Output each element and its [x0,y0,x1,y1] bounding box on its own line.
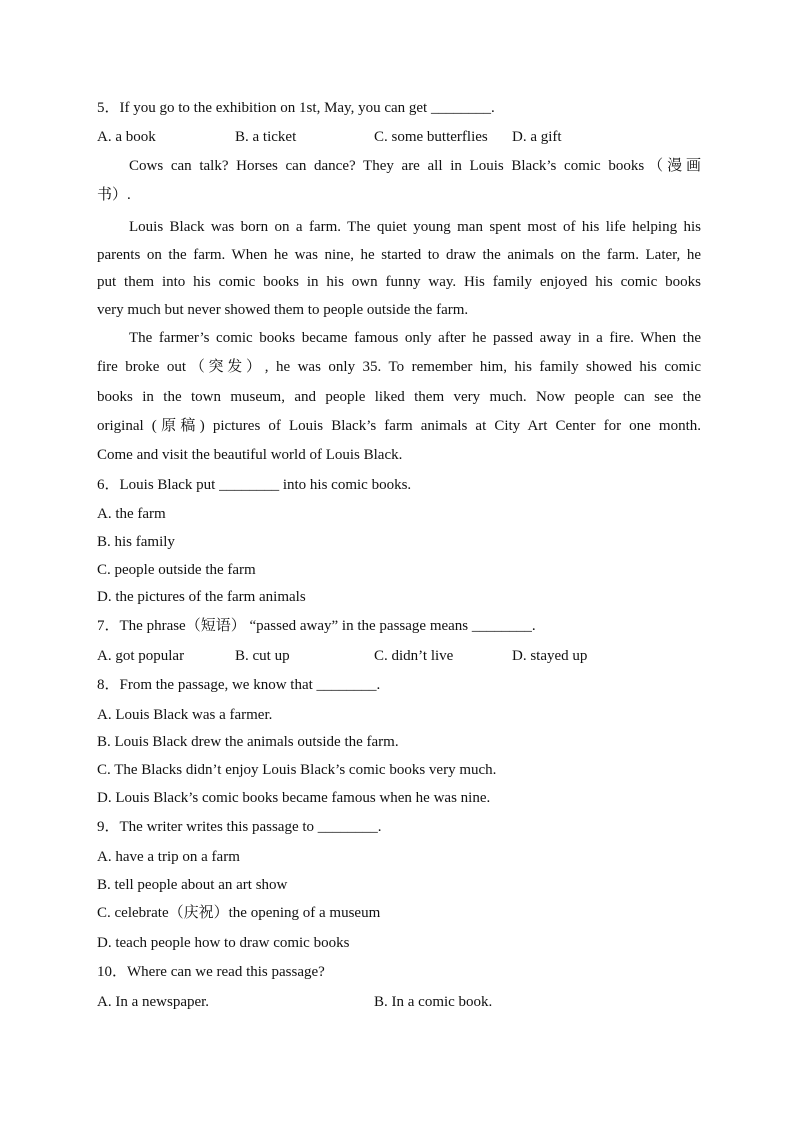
question-6-option-a: A. the farm [97,506,166,522]
question-9-option-b: B. tell people about an art show [97,877,288,893]
passage-p2-line-4: very much but never showed them to people outside the farm. [97,302,469,318]
passage-p3-line-4: original (原稿) pictures of Louis Black’s farm animals at City Art Center for one month. [97,418,701,434]
question-6-option-d: D. the pictures of the farm animals [97,589,306,605]
question-6-option-b: B. his family [97,534,175,550]
question-8-option-c: C. The Blacks didn’t enjoy Louis Black’s comic books very much. [97,762,497,778]
passage-p3-line-1: The farmer’s comic books became famous only after he passed away in a fire. When the [129,330,701,346]
question-10-option-b: B. In a comic book. [374,994,493,1010]
question-8-option-b: B. Louis Black drew the animals outside the farm. [97,734,399,750]
question-7-option-a: A. got popular [97,648,185,664]
passage-p3-line-5: Come and visit the beautiful world of Louis Black. [97,447,403,463]
question-7-stem: 7．The phrase（短语） “passed away” in the passage means ________. [97,618,536,634]
passage-p3-line-2: fire broke out（突发）, he was only 35. To remember him, his family showed his comic [97,359,701,375]
passage-p2-line-1: Louis Black was born on a farm. The quiet young man spent most of his life helping his [129,219,701,235]
question-5-option-c: C. some butterflies [374,129,488,145]
question-7-option-d: D. stayed up [512,648,588,664]
passage-p2-line-3: put them into his comic books in his own funny way. His family enjoyed his comic books [97,274,701,290]
passage-p2-line-2: parents on the farm. When he was nine, he started to draw the animals on the farm. Later, he [97,247,701,263]
question-6-option-c: C. people outside the farm [97,562,256,578]
question-10-stem: 10．Where can we read this passage? [97,964,325,980]
passage-p3-line-3: books in the town museum, and people liked them very much. Now people can see the [97,389,701,405]
question-8-stem: 8．From the passage, we know that ________. [97,677,381,693]
question-5-option-d: D. a gift [512,129,562,145]
passage-p1-line-1: Cows can talk? Horses can dance? They are all in Louis Black’s comic books（漫画 [129,158,701,174]
question-9-stem: 9．The writer writes this passage to ________. [97,819,382,835]
question-9-option-a: A. have a trip on a farm [97,849,240,865]
question-10-option-a: A. In a newspaper. [97,994,210,1010]
question-7-option-b: B. cut up [235,648,290,664]
question-9-option-c: C. celebrate（庆祝）the opening of a museum [97,905,381,921]
question-7-option-c: C. didn’t live [374,648,454,664]
question-8-option-d: D. Louis Black’s comic books became famous when he was nine. [97,790,491,806]
question-9-option-d: D. teach people how to draw comic books [97,935,350,951]
question-6-stem: 6．Louis Black put ________ into his comic books. [97,477,412,493]
question-8-option-a: A. Louis Black was a farmer. [97,707,273,723]
passage-p1-line-2: 书）. [97,187,131,203]
question-5-option-a: A. a book [97,129,156,145]
question-5-stem: 5．If you go to the exhibition on 1st, May, you can get ________. [97,100,495,116]
question-5-option-b: B. a ticket [235,129,297,145]
